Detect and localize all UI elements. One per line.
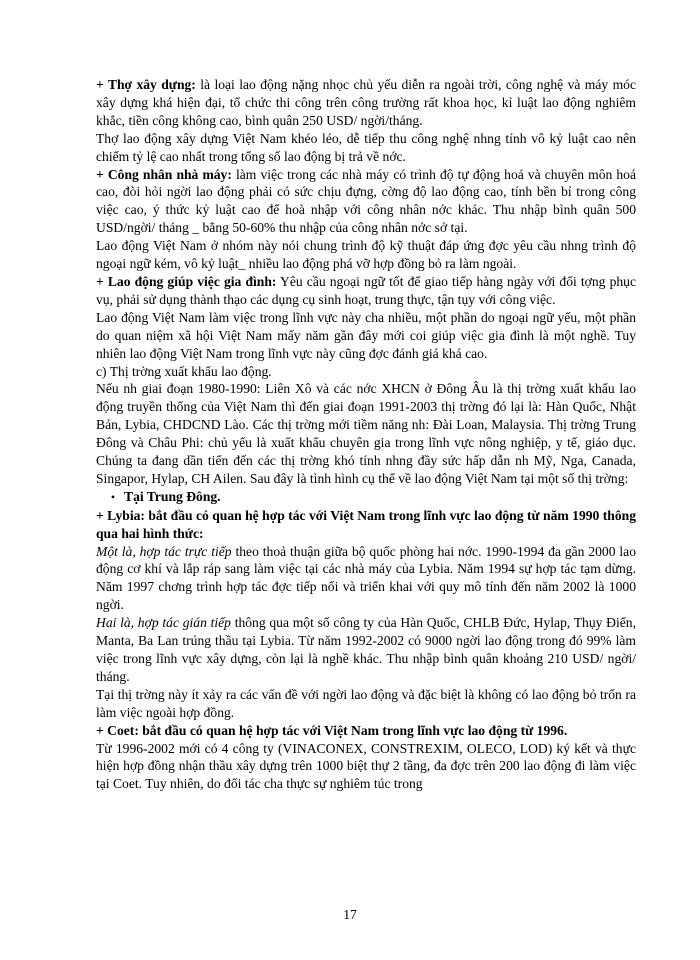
paragraph (96, 309, 636, 363)
paragraph-text: Tại thị trờng này ít xảy ra các vấn đề với ngời lao động và đặc biệt là không có lao động bỏ trốn ra làm việc ngoài hợp đồng. (96, 686, 636, 720)
paragraph-cong-nhan-nha-may (96, 166, 636, 238)
paragraph-text: thông qua một số công ty của Hàn Quốc, CHLB Đức, Hylap, Thụy Điển, Manta, Ba Lan trúng thầu tại Lybia. Từ năm 1992-2002 có 9000 ngời lao động trong đó 99% làm việc trong lĩnh vực xây dựng, còn lại là nghề khác. Thu nhập bình quân khoảng 210 USD/ ngời/ tháng. (96, 615, 636, 684)
paragraph-text: theo thoả thuận giữa bộ quốc phòng hai nớc. 1990-1994 đa gần 2000 lao động cơ khí và lắp ráp sang làm việc tại các nhà máy của Lybia. Năm 1994 sự hợp tác tạm dừng. Năm 1997 chơng trình hợp tác đợc tiếp nối và triển khai với quy mô tính đến năm 2002 là 1000 ngời. (96, 543, 636, 613)
paragraph (96, 740, 636, 794)
paragraph (96, 686, 636, 722)
paragraph-lybia-heading (96, 507, 636, 543)
paragraph-text: làm việc trong các nhà máy có trình độ tự động hoá và chuyên môn hoá cao, đòi hỏi ngời lao động phải có sức chịu đựng, cờng độ lao động cao, tính bền bỉ trong công việc cao, ý thức kỷ luật cao để hoà nhập với công nhân nớc khác. Thu nhập bình quân 500 USD/ngời/ tháng _ bằng 50-60% thu nhập của công nhân nớc sở tại. (96, 166, 636, 236)
paragraph-lead: Một là, hợp tác trực tiếp (96, 543, 232, 559)
paragraph-text: Từ 1996-2002 mới có 4 công ty (VINACONEX, CONSTREXIM, OLECO, LOD) ký kết và thực hiện hợp đồng nhận thầu xây dựng trên 1000 biệt thự 2 tầng, đa đợc trên 200 lao động đi làm việc tại Coet. Tuy nhiên, do đối tác cha thực sự nghiêm túc trong (96, 740, 636, 792)
paragraph-text: là loại lao động nặng nhọc chủ yếu diễn ra ngoài trời, công nghệ và máy móc xây dựng khá hiện đại, tổ chức thi công trên công trường rất khoa học, kỉ luật lao động nghiêm khắc, tiền công không cao, bình quân 250 USD/ ngời/tháng. (96, 77, 637, 128)
paragraph-lead: Hai là, hợp tác gián tiếp (96, 615, 231, 631)
paragraph (96, 380, 636, 487)
page-number: 17 (343, 907, 357, 922)
paragraph-lead: + Thợ xây dựng: (96, 77, 196, 92)
paragraph-lead: + Công nhân nhà máy: (96, 166, 232, 182)
bullet-icon: • (110, 489, 116, 504)
bullet-text: Tại Trung Đông. (124, 488, 221, 504)
paragraph (96, 130, 636, 166)
paragraph-text: Nếu nh giai đoạn 1980-1990: Liên Xô và các nớc XHCN ở Đông Âu là thị trờng xuất khẩu lao động truyền thống của Việt Nam thì đến giai đoạn 1991-2003 thị trờng đó lại là: Hàn Quốc, Nhật Bản, Lybia, CHDCND Lào. Các thị trờng mới tiềm năng nh: Đài Loan, Malaysia. Thị trờng Trung Đông và Châu Phi: chủ yếu là xuất khẩu chuyên gia trong lĩnh vực nông nghiệp, y tế, giáo dục. Chúng ta đang dần tiến đến các thị trờng khó tính nhng đầy sức hấp dẫn nh Mỹ, Nga, Canada, Singapor, Hylap, CH Ailen. Sau đây là tình hình cụ thể về lao động Việt Nam tại một số thị trờng: (96, 381, 636, 486)
paragraph-text: c) Thị trờng xuất khẩu lao động. (96, 363, 272, 379)
paragraph-text: + Coet: bắt đầu có quan hệ hợp tác với Việt Nam trong lĩnh vực lao động từ 1996. (96, 722, 568, 738)
bullet-item-trung-dong (96, 488, 636, 507)
paragraph-tho-xay-dung (96, 76, 636, 130)
paragraph-coet-heading (96, 722, 636, 740)
paragraph-text: Lao động Việt Nam ở nhóm này nói chung trình độ kỹ thuật đáp ứng đợc yêu cầu nhng trình độ ngoại ngữ kém, vô kỷ luật_ nhiều lao động phá vỡ hợp đồng bỏ ra làm ngoài. (96, 238, 636, 272)
paragraph-text: + Lybia: bắt đầu có quan hệ hợp tác với Việt Nam trong lĩnh vực lao động từ năm 1990 thông qua hai hình thức: (96, 507, 636, 541)
paragraph-lead: + Lao động giúp việc gia đình: (96, 273, 277, 289)
paragraph-text: Thợ lao động xây dựng Việt Nam khéo léo, dễ tiếp thu công nghệ nhng tính vô kỷ luật cao nên chiếm tỷ lệ cao nhất trong tổng số lao động bị trả về nớc. (96, 130, 636, 164)
section-heading-thi-truong (96, 363, 636, 381)
paragraph-hop-tac-truc-tiep (96, 543, 636, 615)
paragraph (96, 237, 636, 273)
page-content (96, 76, 636, 793)
paragraph-giup-viec-gia-dinh (96, 273, 636, 309)
paragraph-text: Lao động Việt Nam làm việc trong lĩnh vực này cha nhiều, một phần do ngoại ngữ yếu, một phần do quan niệm xã hội Việt Nam mấy năm gần đây mới coi giúp việc gia đình là một nghề. Tuy nhiên lao động Việt Nam trong lĩnh vực này cũng đợc đánh giá khá cao. (96, 309, 636, 361)
paragraph-text: Yêu cầu ngoại ngữ tốt để giao tiếp hàng ngày với đối tợng phục vụ, phải sử dụng thành thạo các dụng cụ sinh hoạt, trung thực, tận tụy với công việc. (96, 273, 636, 307)
paragraph-hop-tac-gian-tiep (96, 614, 636, 686)
